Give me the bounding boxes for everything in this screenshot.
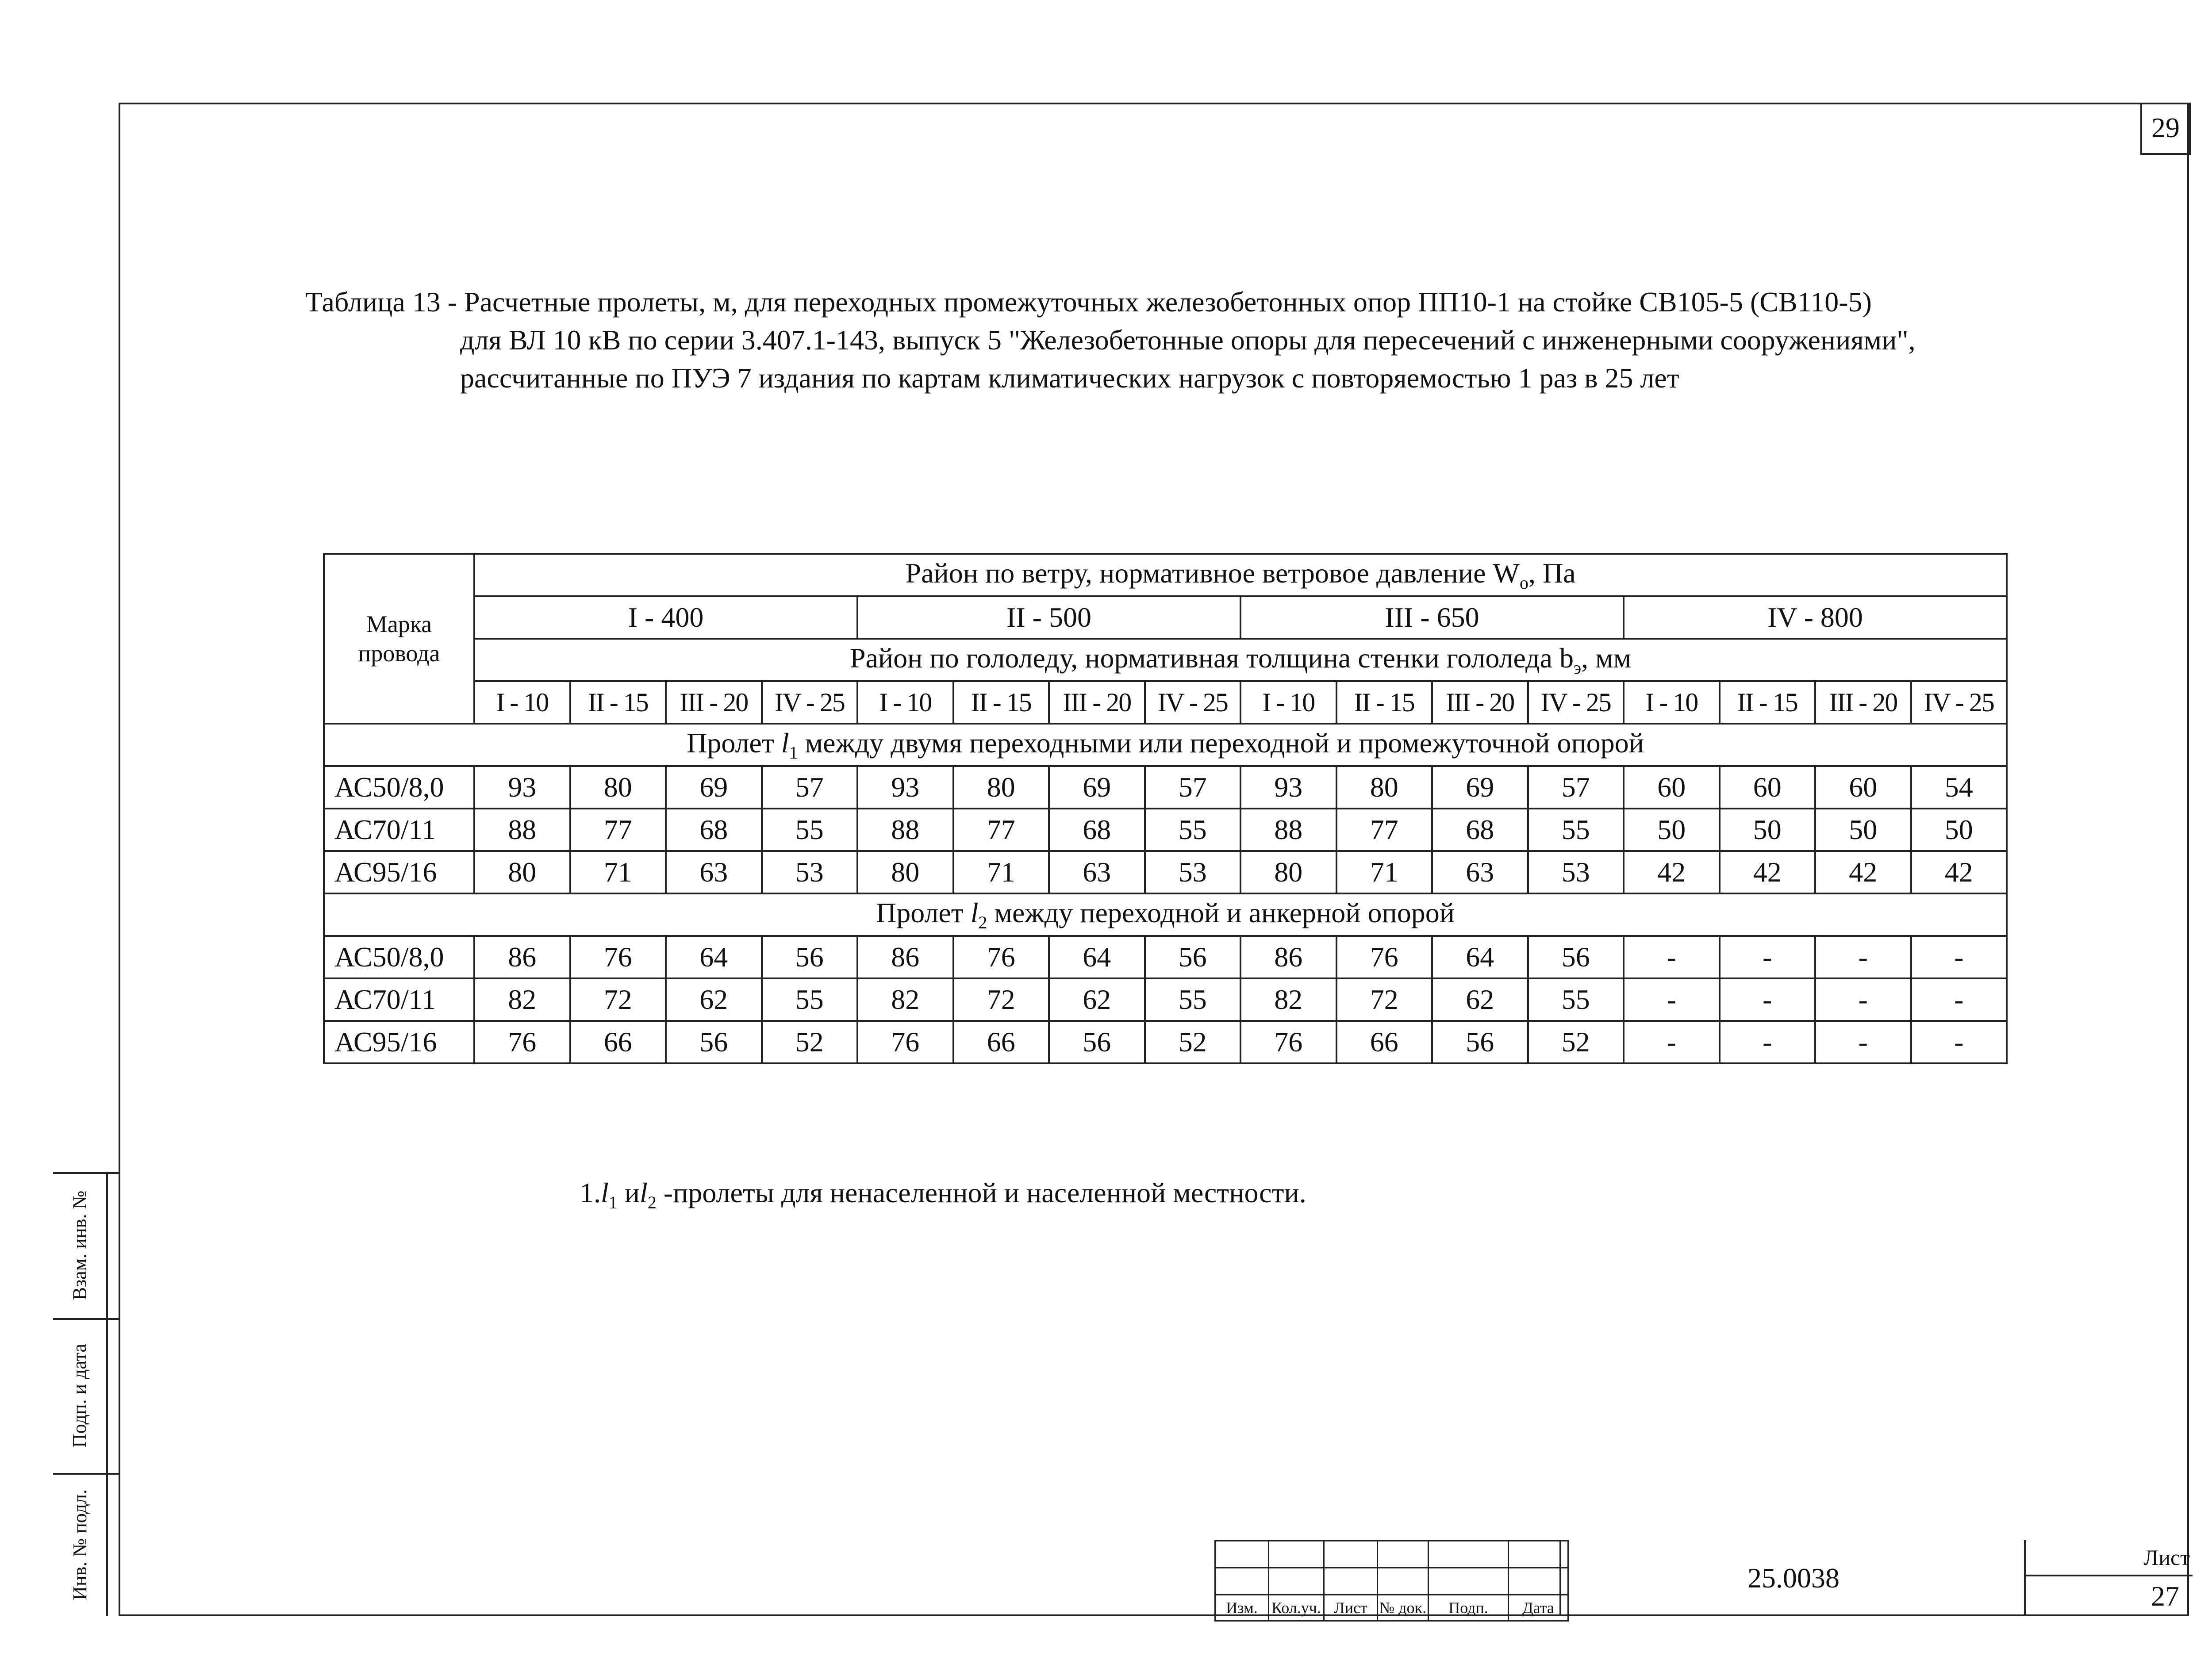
span-value-cell: 93 — [474, 766, 570, 809]
span-value-cell: 72 — [953, 978, 1049, 1021]
span-value-cell: 55 — [762, 978, 858, 1021]
span-value-cell: - — [1720, 936, 1816, 978]
span-value-cell: 76 — [1240, 1021, 1336, 1063]
section-2-body — [324, 936, 2007, 1063]
table-row — [324, 766, 2007, 809]
span-value-cell: 42 — [1624, 851, 1720, 893]
span-value-cell: 56 — [666, 1021, 762, 1063]
span-value-cell: 52 — [1528, 1021, 1624, 1063]
top-page-number: 29 — [2140, 103, 2191, 155]
stamp-label: Инв. № подл. — [69, 1489, 91, 1600]
footnote: $1.l_1$ $иl_2$ -пролеты для ненаселенной и населенной местности. — [580, 1177, 1306, 1212]
ice-zone-cell: III - 20 — [1049, 681, 1145, 724]
span-value-cell: 42 — [1720, 851, 1816, 893]
title-block-empty-cell — [1378, 1568, 1429, 1595]
wire-brand-cell: АС70/11 — [324, 978, 474, 1021]
span-value-cell: 60 — [1624, 766, 1720, 809]
ice-zone-cell: IV - 25 — [1528, 681, 1624, 724]
title-block-column-label: № док. — [1378, 1595, 1429, 1621]
wire-brand-cell: АС95/16 — [324, 1021, 474, 1063]
title-block-empty-cell — [1269, 1541, 1324, 1568]
table-row — [324, 978, 2007, 1021]
title-block-empty-cell — [1378, 1541, 1429, 1568]
stamp-divider — [106, 1172, 108, 1616]
span-value-cell: 86 — [1240, 936, 1336, 978]
span-value-cell: 80 — [474, 851, 570, 893]
span-value-cell: 64 — [1049, 936, 1145, 978]
table-row — [324, 851, 2007, 893]
span-value-cell: 54 — [1911, 766, 2007, 809]
span-value-cell: 77 — [570, 809, 666, 851]
span-value-cell: 50 — [1720, 809, 1816, 851]
span-value-cell: 80 — [570, 766, 666, 809]
span-value-cell: 72 — [1336, 978, 1432, 1021]
span-value-cell: 76 — [857, 1021, 953, 1063]
span-value-cell: - — [1911, 978, 2007, 1021]
span-value-cell: 69 — [1049, 766, 1145, 809]
ice-zone-cell: III - 20 — [1432, 681, 1528, 724]
span-value-cell: 71 — [953, 851, 1049, 893]
left-approval-stamp — [53, 1172, 119, 1616]
span-value-cell: - — [1624, 978, 1720, 1021]
span-value-cell: 66 — [953, 1021, 1049, 1063]
span-value-cell: 53 — [1145, 851, 1241, 893]
ice-zone-cell: I - 10 — [1624, 681, 1720, 724]
table-row — [324, 1021, 2007, 1063]
span-table — [323, 553, 2008, 1064]
title-line-3: рассчитанные по ПУЭ 7 издания по картам климатических нагрузок с повторяемостью 1 раз в 25 лет — [460, 362, 1679, 394]
span-value-cell: 77 — [1336, 809, 1432, 851]
span-value-cell: 82 — [857, 978, 953, 1021]
span-value-cell: 42 — [1911, 851, 2007, 893]
table-row — [324, 809, 2007, 851]
title-block-column-label: Дата — [1509, 1595, 1568, 1621]
span-value-cell: 93 — [1240, 766, 1336, 809]
span-value-cell: 88 — [474, 809, 570, 851]
span-value-cell: 56 — [1432, 1021, 1528, 1063]
document-number: 25.0038 — [1559, 1540, 2026, 1616]
span-value-cell: 62 — [666, 978, 762, 1021]
ice-header: Район по гололеду, нормативная толщина стенки гололеда $b_э$, мм — [474, 639, 2007, 681]
span-value-cell: 76 — [570, 936, 666, 978]
wind-zone-cell: I - 400 — [474, 596, 857, 639]
wire-brand-cell: АС70/11 — [324, 809, 474, 851]
ice-zone-cell: IV - 25 — [1145, 681, 1241, 724]
ice-zone-cell: I - 10 — [474, 681, 570, 724]
span-value-cell: 76 — [953, 936, 1049, 978]
section-2-header: Пролет $l_2$ между переходной и анкерной опорой — [324, 893, 2007, 936]
sheet-box — [2024, 1540, 2193, 1616]
ice-zone-cell: IV - 25 — [762, 681, 858, 724]
span-value-cell: 86 — [857, 936, 953, 978]
span-value-cell: 80 — [1240, 851, 1336, 893]
span-value-cell: 63 — [666, 851, 762, 893]
title-block-empty-cell — [1215, 1541, 1269, 1568]
span-value-cell: 64 — [666, 936, 762, 978]
wire-brand-cell: АС95/16 — [324, 851, 474, 893]
span-value-cell: 80 — [857, 851, 953, 893]
span-value-cell: 72 — [570, 978, 666, 1021]
span-value-cell: 52 — [1145, 1021, 1241, 1063]
span-value-cell: 55 — [762, 809, 858, 851]
span-value-cell: - — [1720, 978, 1816, 1021]
span-value-cell: - — [1911, 1021, 2007, 1063]
span-value-cell: 71 — [1336, 851, 1432, 893]
span-value-cell: - — [1720, 1021, 1816, 1063]
title-block — [1214, 1540, 2191, 1616]
title-block-empty-cell — [1429, 1541, 1509, 1568]
span-value-cell: 42 — [1815, 851, 1911, 893]
span-value-cell: 57 — [1528, 766, 1624, 809]
title-block-empty-cell — [1429, 1568, 1509, 1595]
span-value-cell: 93 — [857, 766, 953, 809]
stamp-label: Подп. и дата — [69, 1343, 91, 1448]
wind-zone-cell: III - 650 — [1240, 596, 1624, 639]
span-value-cell: 71 — [570, 851, 666, 893]
span-value-cell: 50 — [1624, 809, 1720, 851]
span-value-cell: 52 — [762, 1021, 858, 1063]
ice-zone-cell: I - 10 — [857, 681, 953, 724]
ice-zone-cell: I - 10 — [1240, 681, 1336, 724]
span-value-cell: 69 — [1432, 766, 1528, 809]
span-value-cell: 56 — [1145, 936, 1241, 978]
span-value-cell: 63 — [1049, 851, 1145, 893]
span-value-cell: 53 — [1528, 851, 1624, 893]
span-value-cell: 82 — [1240, 978, 1336, 1021]
ice-zone-cell: II - 15 — [570, 681, 666, 724]
title-block-column-label: Кол.уч. — [1269, 1595, 1324, 1621]
span-value-cell: 50 — [1911, 809, 2007, 851]
wind-zones-row — [324, 596, 2007, 639]
span-value-cell: - — [1815, 978, 1911, 1021]
span-value-cell: - — [1624, 936, 1720, 978]
wire-brand-cell: АС50/8,0 — [324, 766, 474, 809]
title-line-2: для ВЛ 10 кВ по серии 3.407.1-143, выпуск 5 "Железобетонные опоры для пересечений с инженерными сооружениями", — [460, 324, 1916, 356]
span-value-cell: 68 — [1049, 809, 1145, 851]
span-value-cell: - — [1624, 1021, 1720, 1063]
ice-zone-cell: II - 15 — [1336, 681, 1432, 724]
ice-zone-cell: III - 20 — [666, 681, 762, 724]
span-value-cell: 57 — [762, 766, 858, 809]
wind-zone-cell: IV - 800 — [1624, 596, 2007, 639]
wind-header: Район по ветру, нормативное ветровое давление $W_о$, Па — [474, 554, 2007, 596]
section-1-body — [324, 766, 2007, 893]
span-value-cell: 64 — [1432, 936, 1528, 978]
span-value-cell: 77 — [953, 809, 1049, 851]
span-value-cell: 76 — [474, 1021, 570, 1063]
title-block-empty-cell — [1269, 1568, 1324, 1595]
title-block-grid — [1214, 1540, 1569, 1622]
brand-header: Марка провода — [324, 554, 474, 724]
span-value-cell: 66 — [570, 1021, 666, 1063]
span-value-cell: 56 — [1528, 936, 1624, 978]
ice-zone-cell: IV - 25 — [1911, 681, 2007, 724]
title-block-empty-cell — [1324, 1541, 1378, 1568]
span-value-cell: 88 — [1240, 809, 1336, 851]
title-block-column-label: Подп. — [1429, 1595, 1509, 1621]
ice-zone-cell: II - 15 — [953, 681, 1049, 724]
title-block-column-label: Лист — [1324, 1595, 1378, 1621]
span-value-cell: 62 — [1432, 978, 1528, 1021]
span-value-cell: 55 — [1145, 809, 1241, 851]
span-value-cell: 50 — [1815, 809, 1911, 851]
span-value-cell: 86 — [474, 936, 570, 978]
table-title — [305, 283, 2119, 397]
span-value-cell: 69 — [666, 766, 762, 809]
sheet-number: 27 — [2151, 1580, 2179, 1612]
span-value-cell: 57 — [1145, 766, 1241, 809]
span-value-cell: 63 — [1432, 851, 1528, 893]
wire-brand-cell: АС50/8,0 — [324, 936, 474, 978]
span-value-cell: 60 — [1815, 766, 1911, 809]
span-value-cell: 76 — [1336, 936, 1432, 978]
ice-zone-cell: III - 20 — [1815, 681, 1911, 724]
span-value-cell: 55 — [1528, 978, 1624, 1021]
section-1-header: Пролет $l_1$ между двумя переходными или переходной и промежуточной опорой — [324, 724, 2007, 766]
span-value-cell: 55 — [1145, 978, 1241, 1021]
span-value-cell: 53 — [762, 851, 858, 893]
sheet-label: Лист — [2026, 1540, 2193, 1576]
span-value-cell: 55 — [1528, 809, 1624, 851]
span-value-cell: - — [1815, 936, 1911, 978]
span-value-cell: 56 — [762, 936, 858, 978]
ice-zone-cell: II - 15 — [1720, 681, 1816, 724]
title-block-empty-cell — [1215, 1568, 1269, 1595]
span-value-cell: 80 — [1336, 766, 1432, 809]
stamp-label: Взам. инв. № — [69, 1190, 91, 1300]
span-value-cell: 66 — [1336, 1021, 1432, 1063]
table-row — [324, 936, 2007, 978]
span-value-cell: 68 — [666, 809, 762, 851]
title-block-column-label: Изм. — [1215, 1595, 1269, 1621]
span-value-cell: 62 — [1049, 978, 1145, 1021]
title-block-empty-cell — [1324, 1568, 1378, 1595]
wind-zone-cell: II - 500 — [857, 596, 1240, 639]
span-value-cell: - — [1911, 936, 2007, 978]
span-value-cell: 80 — [953, 766, 1049, 809]
span-value-cell: 60 — [1720, 766, 1816, 809]
ice-zones-row — [324, 681, 2007, 724]
span-value-cell: 68 — [1432, 809, 1528, 851]
span-value-cell: 82 — [474, 978, 570, 1021]
title-line-1: Таблица 13 - Расчетные пролеты, м, для переходных промежуточных железобетонных опор ПП10-1 на стойке СВ105-5 (СВ110-5) — [305, 286, 1872, 318]
span-value-cell: 88 — [857, 809, 953, 851]
span-value-cell: - — [1815, 1021, 1911, 1063]
span-value-cell: 56 — [1049, 1021, 1145, 1063]
